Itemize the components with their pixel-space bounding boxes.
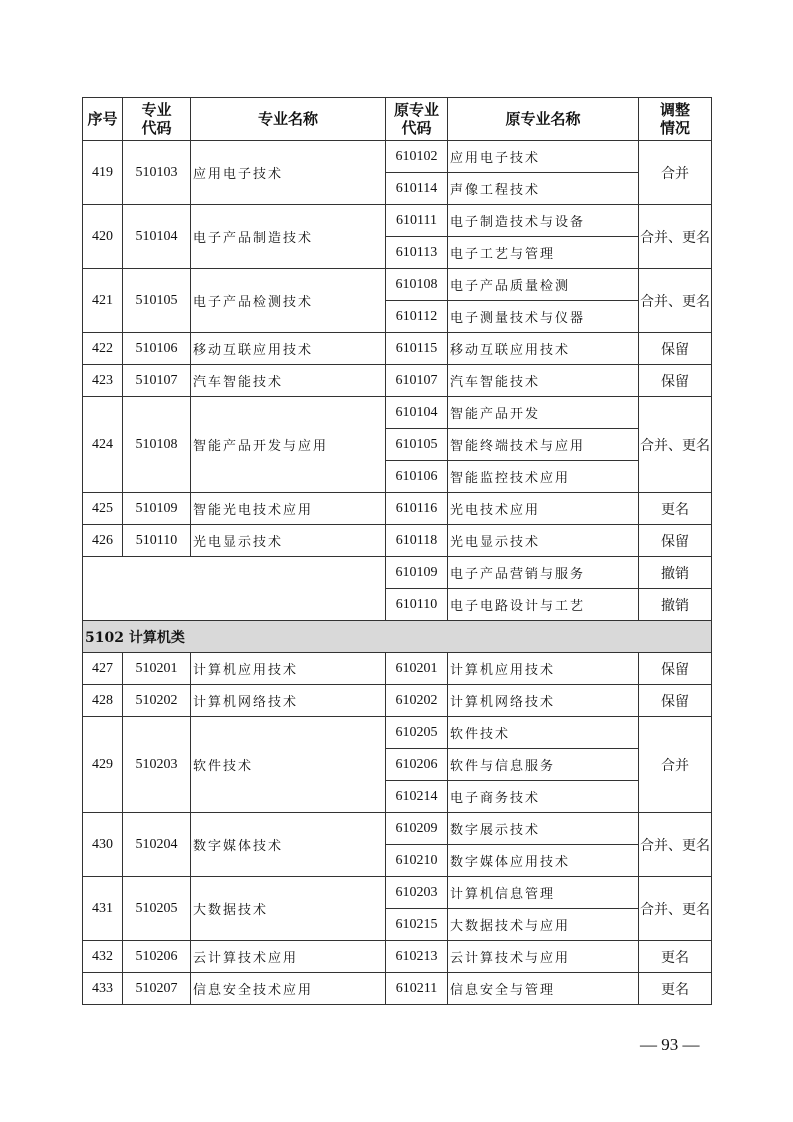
major-name: 电子产品制造技术 — [191, 205, 386, 269]
original-code: 610203 — [386, 877, 448, 909]
original-code: 610106 — [386, 461, 448, 493]
adjustment-status: 保留 — [639, 525, 712, 557]
adjustment-status: 保留 — [639, 653, 712, 685]
original-name: 电子工艺与管理 — [448, 237, 639, 269]
column-header: 专业名称 — [191, 98, 386, 141]
adjustment-status: 撤销 — [639, 589, 712, 621]
adjustment-status: 保留 — [639, 333, 712, 365]
major-code: 510108 — [123, 397, 191, 493]
major-name: 信息安全技术应用 — [191, 973, 386, 1005]
original-code: 610202 — [386, 685, 448, 717]
major-code: 510201 — [123, 653, 191, 685]
original-name: 电子产品质量检测 — [448, 269, 639, 301]
table-header — [83, 98, 712, 141]
original-code: 610114 — [386, 173, 448, 205]
table-row — [83, 397, 712, 429]
original-name: 电子商务技术 — [448, 781, 639, 813]
column-header: 原专业名称 — [448, 98, 639, 141]
original-name: 软件与信息服务 — [448, 749, 639, 781]
original-code: 610116 — [386, 493, 448, 525]
original-code: 610108 — [386, 269, 448, 301]
serial-number: 422 — [83, 333, 123, 365]
table-row — [83, 685, 712, 717]
original-code: 610105 — [386, 429, 448, 461]
major-name: 计算机网络技术 — [191, 685, 386, 717]
major-code: 510202 — [123, 685, 191, 717]
serial-number: 419 — [83, 141, 123, 205]
original-code: 610215 — [386, 909, 448, 941]
original-name: 电子测量技术与仪器 — [448, 301, 639, 333]
original-code: 610214 — [386, 781, 448, 813]
original-code: 610110 — [386, 589, 448, 621]
original-name: 大数据技术与应用 — [448, 909, 639, 941]
serial-number: 427 — [83, 653, 123, 685]
original-name: 信息安全与管理 — [448, 973, 639, 1005]
original-name: 光电技术应用 — [448, 493, 639, 525]
major-code: 510204 — [123, 813, 191, 877]
original-name: 电子制造技术与设备 — [448, 205, 639, 237]
major-name: 软件技术 — [191, 717, 386, 813]
original-name: 智能监控技术应用 — [448, 461, 639, 493]
table-row — [83, 877, 712, 909]
major-catalog-table — [82, 97, 712, 1005]
table-row — [83, 141, 712, 173]
original-code: 610201 — [386, 653, 448, 685]
original-name: 计算机网络技术 — [448, 685, 639, 717]
adjustment-status: 合并、更名 — [639, 813, 712, 877]
original-code: 610109 — [386, 557, 448, 589]
serial-number: 428 — [83, 685, 123, 717]
original-name: 数字展示技术 — [448, 813, 639, 845]
major-code: 510107 — [123, 365, 191, 397]
original-name: 数字媒体应用技术 — [448, 845, 639, 877]
major-code: 510105 — [123, 269, 191, 333]
major-code: 510203 — [123, 717, 191, 813]
original-name: 计算机信息管理 — [448, 877, 639, 909]
serial-number: 430 — [83, 813, 123, 877]
original-name: 计算机应用技术 — [448, 653, 639, 685]
major-name: 光电显示技术 — [191, 525, 386, 557]
major-name: 智能产品开发与应用 — [191, 397, 386, 493]
original-name: 声像工程技术 — [448, 173, 639, 205]
serial-number: 431 — [83, 877, 123, 941]
original-name: 智能产品开发 — [448, 397, 639, 429]
adjustment-status: 合并、更名 — [639, 205, 712, 269]
original-code: 610211 — [386, 973, 448, 1005]
major-name: 大数据技术 — [191, 877, 386, 941]
table-row — [83, 653, 712, 685]
original-name: 软件技术 — [448, 717, 639, 749]
column-header: 调整 情况 — [639, 98, 712, 141]
table-row — [83, 973, 712, 1005]
original-code: 610107 — [386, 365, 448, 397]
serial-number: 432 — [83, 941, 123, 973]
empty-cell — [83, 557, 386, 621]
original-name: 电子产品营销与服务 — [448, 557, 639, 589]
major-name: 云计算技术应用 — [191, 941, 386, 973]
original-name: 光电显示技术 — [448, 525, 639, 557]
serial-number: 426 — [83, 525, 123, 557]
page-number: — 93 — — [640, 1035, 700, 1054]
column-header: 专业 代码 — [123, 98, 191, 141]
major-code: 510103 — [123, 141, 191, 205]
adjustment-status: 保留 — [639, 365, 712, 397]
column-header: 原专业 代码 — [386, 98, 448, 141]
original-code: 610104 — [386, 397, 448, 429]
category-label: 5102 计算机类 — [83, 621, 712, 653]
adjustment-status: 保留 — [639, 685, 712, 717]
major-name: 数字媒体技术 — [191, 813, 386, 877]
adjustment-status: 合并、更名 — [639, 269, 712, 333]
serial-number: 425 — [83, 493, 123, 525]
original-code: 610209 — [386, 813, 448, 845]
original-code: 610206 — [386, 749, 448, 781]
column-header: 序号 — [83, 98, 123, 141]
major-code: 510205 — [123, 877, 191, 941]
table-row — [83, 205, 712, 237]
major-code: 510106 — [123, 333, 191, 365]
original-code: 610205 — [386, 717, 448, 749]
adjustment-status: 撤销 — [639, 557, 712, 589]
original-code: 610210 — [386, 845, 448, 877]
original-code: 610213 — [386, 941, 448, 973]
original-name: 应用电子技术 — [448, 141, 639, 173]
major-name: 移动互联应用技术 — [191, 333, 386, 365]
original-name: 汽车智能技术 — [448, 365, 639, 397]
major-code: 510109 — [123, 493, 191, 525]
category-row — [83, 621, 712, 653]
serial-number: 423 — [83, 365, 123, 397]
adjustment-status: 合并 — [639, 141, 712, 205]
table-row — [83, 365, 712, 397]
major-name: 汽车智能技术 — [191, 365, 386, 397]
table-row — [83, 525, 712, 557]
table-row — [83, 941, 712, 973]
major-name: 电子产品检测技术 — [191, 269, 386, 333]
table-row — [83, 813, 712, 845]
adjustment-status: 更名 — [639, 493, 712, 525]
table-row — [83, 557, 712, 589]
original-code: 610115 — [386, 333, 448, 365]
serial-number: 424 — [83, 397, 123, 493]
serial-number: 421 — [83, 269, 123, 333]
original-code: 610111 — [386, 205, 448, 237]
original-name: 智能终端技术与应用 — [448, 429, 639, 461]
major-code: 510104 — [123, 205, 191, 269]
serial-number: 420 — [83, 205, 123, 269]
major-name: 智能光电技术应用 — [191, 493, 386, 525]
original-code: 610102 — [386, 141, 448, 173]
adjustment-status: 更名 — [639, 941, 712, 973]
major-code: 510206 — [123, 941, 191, 973]
adjustment-status: 合并、更名 — [639, 877, 712, 941]
table-row — [83, 493, 712, 525]
adjustment-status: 合并 — [639, 717, 712, 813]
original-name: 电子电路设计与工艺 — [448, 589, 639, 621]
original-code: 610118 — [386, 525, 448, 557]
major-code: 510110 — [123, 525, 191, 557]
original-code: 610113 — [386, 237, 448, 269]
original-name: 移动互联应用技术 — [448, 333, 639, 365]
adjustment-status: 更名 — [639, 973, 712, 1005]
major-code: 510207 — [123, 973, 191, 1005]
major-name: 计算机应用技术 — [191, 653, 386, 685]
serial-number: 429 — [83, 717, 123, 813]
adjustment-status: 合并、更名 — [639, 397, 712, 493]
serial-number: 433 — [83, 973, 123, 1005]
original-name: 云计算技术与应用 — [448, 941, 639, 973]
original-code: 610112 — [386, 301, 448, 333]
major-name: 应用电子技术 — [191, 141, 386, 205]
table-row — [83, 333, 712, 365]
table-row — [83, 269, 712, 301]
table-row — [83, 717, 712, 749]
